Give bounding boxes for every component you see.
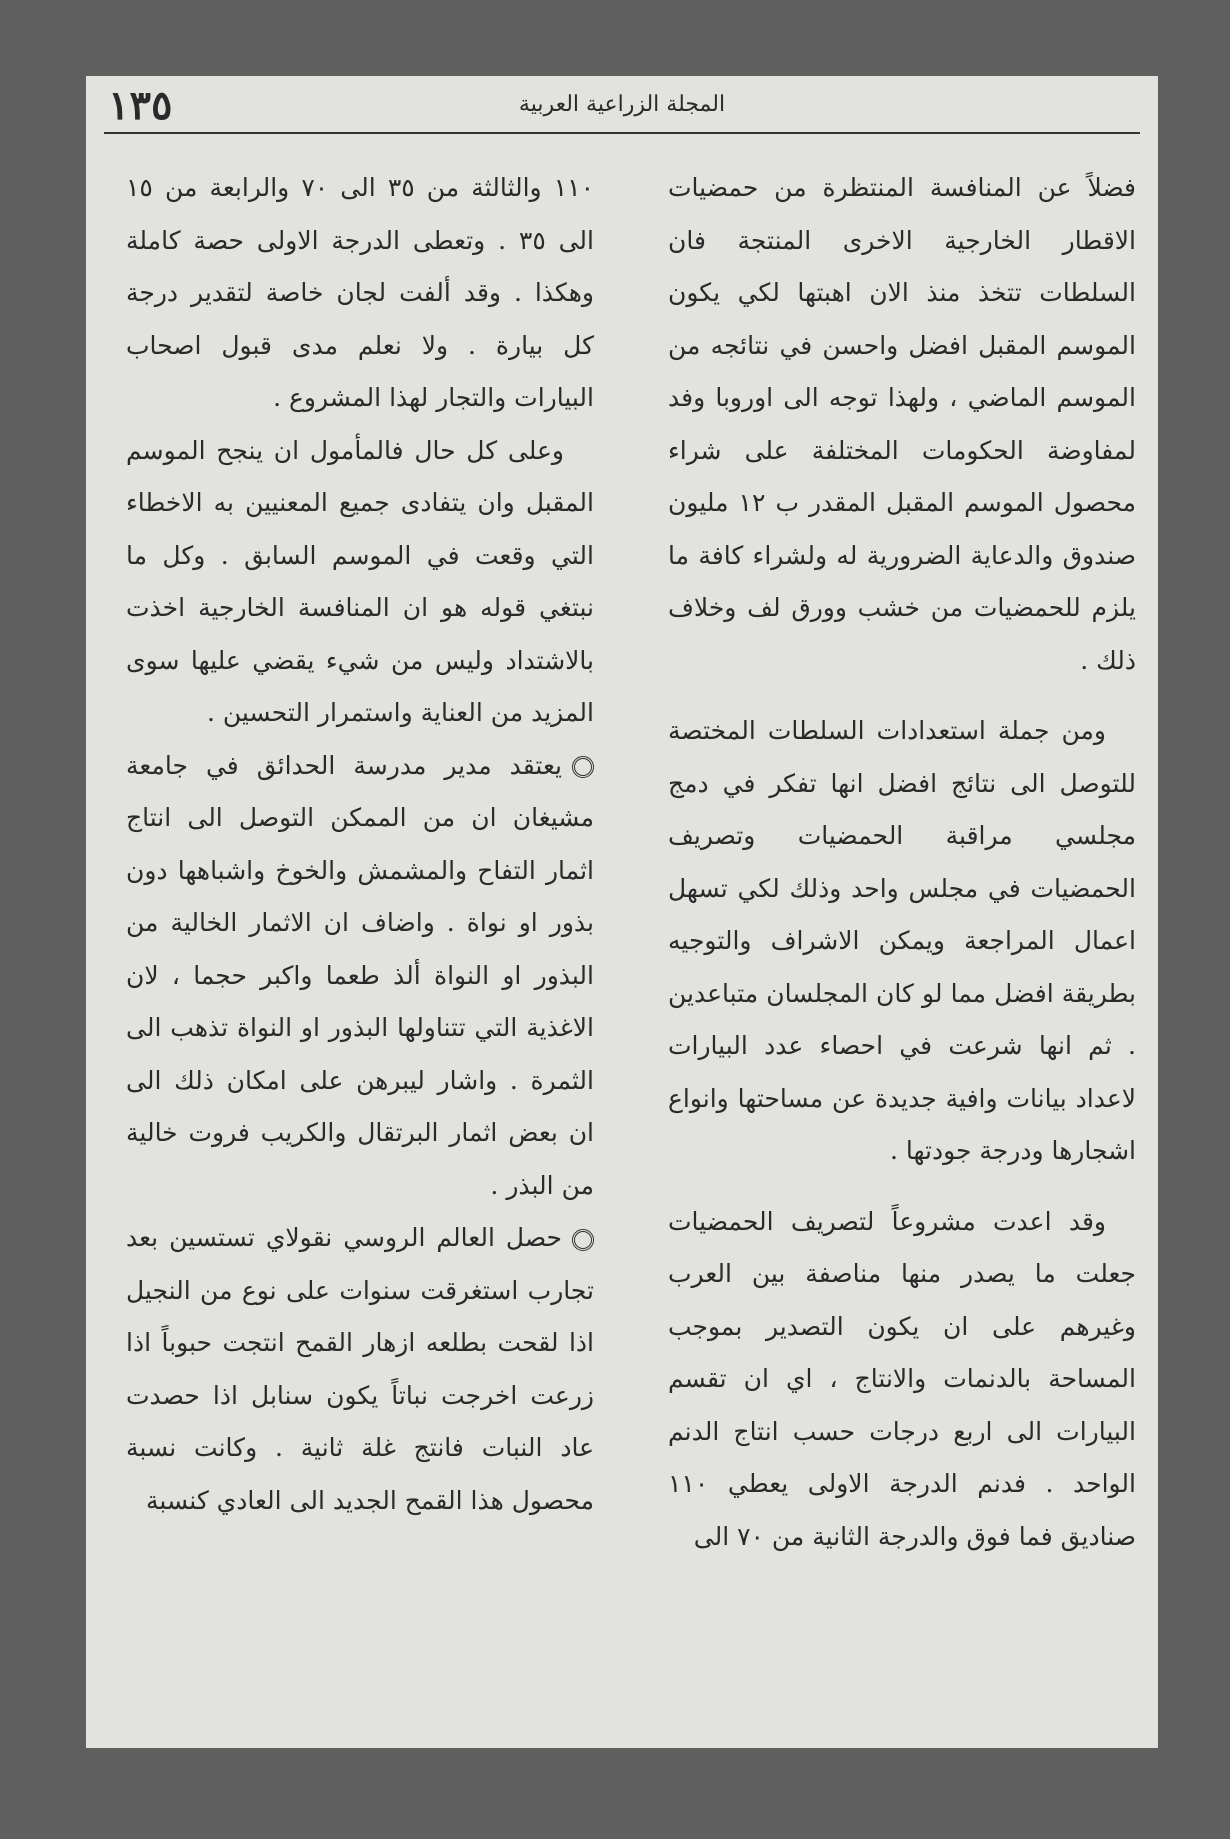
page-number: ١٣٥ <box>108 82 173 129</box>
paragraph: وعلى كل حال فالمأمول ان ينجح الموسم المقبل وان يتفادى جميع المعنيين به الاخطاء التي وقعت في الموسم السابق . وكل ما نبتغي قوله هو ان المنافسة الخارجية اخذت بالاشتداد وليس من شيء يقضي عليها سوى المزيد من العناية واستمرار التحسين . <box>126 435 594 727</box>
paragraph: فضلاً عن المنافسة المنتظرة من حمضيات الاقطار الخارجية الاخرى المنتجة فان السلطات تتخذ منذ الان اهبتها لكي يكون الموسم المقبل افضل واحسن في نتائجه من الموسم الماضي ، ولهذا توجه الى اوروبا وفد لمفاوضة الحكومات المختلفة على شراء محصول الموسم المقبل المقدر ب ١٢ مليون صندوق والدعاية الضرورية له ولشراء كافة ما يلزم للحمضيات من خشب وورق لف وخلاف ذلك . <box>668 173 1136 675</box>
paragraph: وقد اعدت مشروعاً لتصريف الحمضيات جعلت ما يصدر منها مناصفة بين العرب وغيرهم على ان يكون التصدير بموجب المساحة بالدنمات والانتاج ، اي ان تقسم البيارات الى اربع درجات حسب انتاج الدنم الواحد . فدنم الدرجة الاولى يعطي ١١٠ صناديق فما فوق والدرجة الثانية من ٧٠ الى <box>668 1206 1136 1551</box>
page-header <box>108 76 1136 136</box>
paragraph: ١١٠ والثالثة من ٣٥ الى ٧٠ والرابعة من ١٥ الى ٣٥ . وتعطى الدرجة الاولى حصة كاملة وهكذا . وقد ألفت لجان خاصة لتقدير درجة كل بيارة . ولا نعلم مدى قبول اصحاب البيارات والتجار لهذا المشروع . <box>126 173 595 412</box>
journal-page <box>86 76 1158 1748</box>
header-rule <box>104 132 1140 134</box>
ornament-icon <box>572 756 594 778</box>
news-item <box>126 740 594 1213</box>
journal-title: المجلة الزراعية العربية <box>518 92 726 117</box>
news-item-text: يعتقد مدير مدرسة الحدائق في جامعة مشيغان ان من الممكن التوصل الى انتاج اثمار التفاح والمشمش والخوخ واشباهها دون بذور او نواة . واضاف ان الاثمار الخالية من البذور او النواة ألذ طعما واكبر حجما ، لان الاغذية التي تتناولها البذور او النواة تذهب الى الثمرة . واشار ليبرهن على امكان ذلك الى ان بعض اثمار البرتقال والكريب فروت خالية من البذر . <box>126 750 594 1200</box>
right-column <box>668 162 1136 1563</box>
paragraph: ومن جملة استعدادات السلطات المختصة للتوصل الى نتائج افضل انها تفكر في دمج مجلسي مراقبة الحمضيات وتصريف الحمضيات في مجلس واحد وذلك لكي تسهل اعمال المراجعة ويمكن الاشراف والتوجيه بطريقة افضل مما لو كان المجلسان متباعدين . ثم انها شرعت في احصاء عدد البيارات لاعداد بيانات وافية جديدة عن مساحتها وانواع اشجارها ودرجة جودتها . <box>668 716 1136 1165</box>
ornament-icon <box>572 1229 594 1251</box>
news-item-text: حصل العالم الروسي نقولاي تستسين بعد تجارب استغرقت سنوات على نوع من النجيل اذا لقحت بطلعه ازهار القمح انتجت حبوباً اذا زرعت اخرجت نباتاً يكون سنابل اذا حصدت عاد النبات فانتج غلة ثانية . وكانت نسبة محصول هذا القمح الجديد الى العادي كنسبة <box>126 1223 594 1515</box>
left-column <box>126 162 594 1527</box>
news-item <box>126 1212 594 1527</box>
